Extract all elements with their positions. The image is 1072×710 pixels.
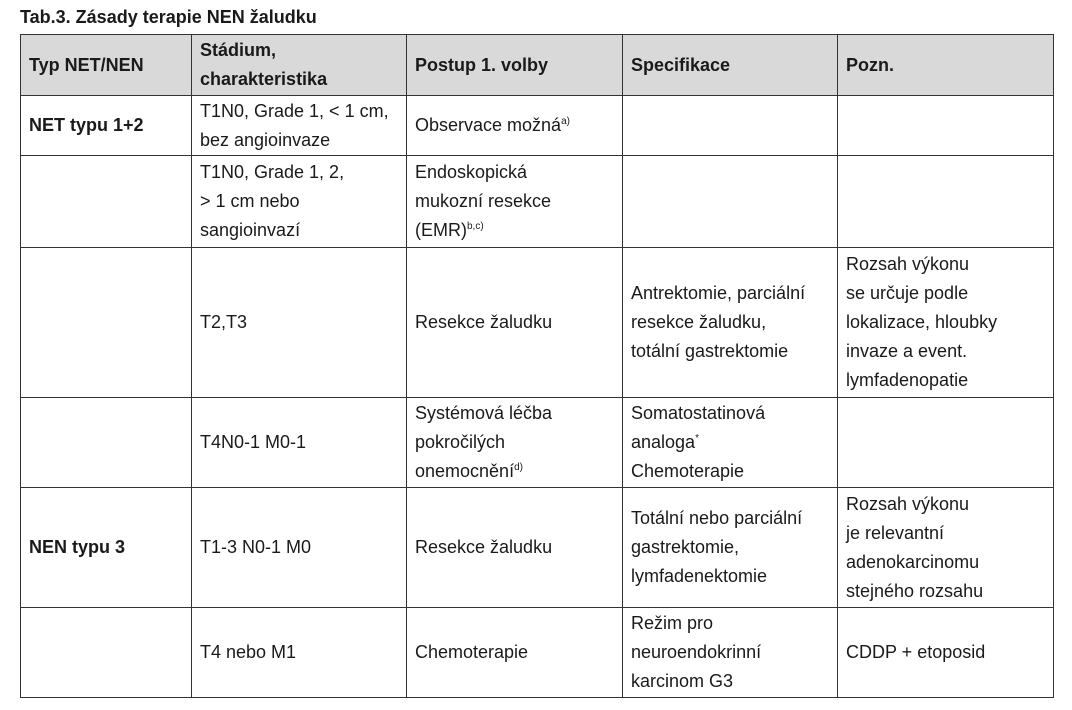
cell-line: Observace možná$^{a)}$ — [415, 115, 570, 135]
cell-line: analoga* — [631, 432, 699, 452]
cell-line: Chemoterapie — [631, 461, 745, 481]
cell-specifikace — [623, 608, 838, 698]
cell-line: (EMR)$^{b,c)}$ — [415, 220, 484, 240]
cell-pozn — [838, 96, 1054, 156]
table-title: Tab.3. Zásady terapie NEN žaludku — [20, 7, 317, 27]
cell-line: Endoskopická — [415, 162, 528, 182]
header-specifikace: Specifikace — [623, 35, 838, 96]
header-postup: Postup 1. volby — [407, 35, 623, 96]
header-stadium-line: Stádium, — [200, 40, 277, 60]
cell-pozn — [838, 248, 1054, 398]
table-row — [21, 608, 1054, 698]
cell-postup — [407, 398, 623, 488]
cell-line: Antrektomie, parciální — [631, 283, 806, 303]
cell-line: se určuje podle — [846, 283, 969, 303]
cell-line: T1N0, Grade 1, 2, — [200, 162, 345, 182]
cell-line: lokalizace, hloubky — [846, 312, 998, 332]
table-body — [21, 96, 1054, 698]
cell-typ — [21, 248, 192, 398]
cell-line: resekce žaludku, — [631, 312, 767, 332]
cell-line: gastrektomie, — [631, 537, 740, 557]
footnote-marker: * — [695, 433, 699, 444]
cell-line: mukozní resekce — [415, 191, 552, 211]
cell-line: karcinom G3 — [631, 671, 734, 691]
cell-line: CDDP + etoposid — [846, 642, 986, 662]
cell-line: Rozsah výkonu — [846, 493, 970, 514]
cell-line: totální gastrektomie — [631, 341, 789, 361]
cell-line: sangioinvazí — [200, 220, 301, 240]
cell-postup — [407, 156, 623, 248]
cell-pozn — [838, 608, 1054, 698]
table-row — [21, 488, 1054, 608]
cell-line: Chemoterapie — [415, 642, 529, 662]
therapy-table — [20, 34, 1054, 698]
cell-pozn — [838, 488, 1054, 608]
cell-postup — [407, 608, 623, 698]
header-stadium-line: charakteristika — [200, 69, 328, 89]
cell-line: Režim pro — [631, 613, 714, 633]
cell-line: T4N0-1 M0-1 — [200, 432, 307, 452]
cell-line: Resekce žaludku — [415, 537, 553, 557]
cell-typ: NET typu 1+2 — [21, 96, 192, 156]
cell-typ: NEN typu 3 — [21, 488, 192, 608]
cell-typ — [21, 398, 192, 488]
cell-stadium — [192, 96, 407, 156]
cell-postup — [407, 488, 623, 608]
header-pozn: Pozn. — [838, 35, 1054, 96]
table-row — [21, 248, 1054, 398]
cell-line: T1N0, Grade 1, < 1 cm, — [200, 100, 389, 121]
cell-line: T4 nebo M1 — [200, 642, 297, 662]
cell-pozn — [838, 156, 1054, 248]
cell-line: adenokarcinomu — [846, 551, 980, 572]
cell-typ — [21, 608, 192, 698]
table-row — [21, 398, 1054, 488]
cell-line: lymfadenopatie — [846, 370, 969, 390]
cell-line: Rozsah výkonu — [846, 254, 970, 274]
cell-line: neuroendokrinní — [631, 642, 762, 662]
cell-line: pokročilých — [415, 432, 506, 452]
table-row — [21, 96, 1054, 156]
footnote-marker: d) — [514, 462, 523, 473]
cell-line: bez angioinvaze — [200, 129, 331, 150]
cell-specifikace — [623, 96, 838, 156]
cell-postup — [407, 96, 623, 156]
footnote-marker: a) — [561, 116, 570, 127]
table-row — [21, 156, 1054, 248]
header-row — [21, 35, 1054, 96]
cell-line: T1-3 N0-1 M0 — [200, 537, 312, 557]
cell-line: stejného rozsahu — [846, 580, 984, 601]
cell-line: Somatostatinová — [631, 403, 766, 423]
cell-line: Totální nebo parciální — [631, 508, 803, 528]
cell-specifikace — [623, 398, 838, 488]
footnote-marker: b,c) — [467, 221, 484, 232]
cell-line: onemocnění$^{d)}$ — [415, 461, 523, 481]
cell-specifikace — [623, 488, 838, 608]
cell-specifikace — [623, 156, 838, 248]
cell-stadium — [192, 248, 407, 398]
cell-line: invaze a event. — [846, 341, 968, 361]
cell-line: T2,T3 — [200, 312, 248, 332]
cell-specifikace — [623, 248, 838, 398]
cell-line: je relevantní — [846, 522, 945, 543]
cell-line: lymfadenektomie — [631, 566, 768, 586]
cell-stadium — [192, 398, 407, 488]
cell-line: Systémová léčba — [415, 403, 553, 423]
header-typ: Typ NET/NEN — [21, 35, 192, 96]
cell-typ — [21, 156, 192, 248]
cell-postup — [407, 248, 623, 398]
cell-pozn — [838, 398, 1054, 488]
cell-line: Resekce žaludku — [415, 312, 553, 332]
cell-stadium — [192, 608, 407, 698]
header-stadium — [192, 35, 407, 96]
cell-stadium — [192, 156, 407, 248]
cell-line: > 1 cm nebo — [200, 191, 300, 211]
cell-stadium — [192, 488, 407, 608]
